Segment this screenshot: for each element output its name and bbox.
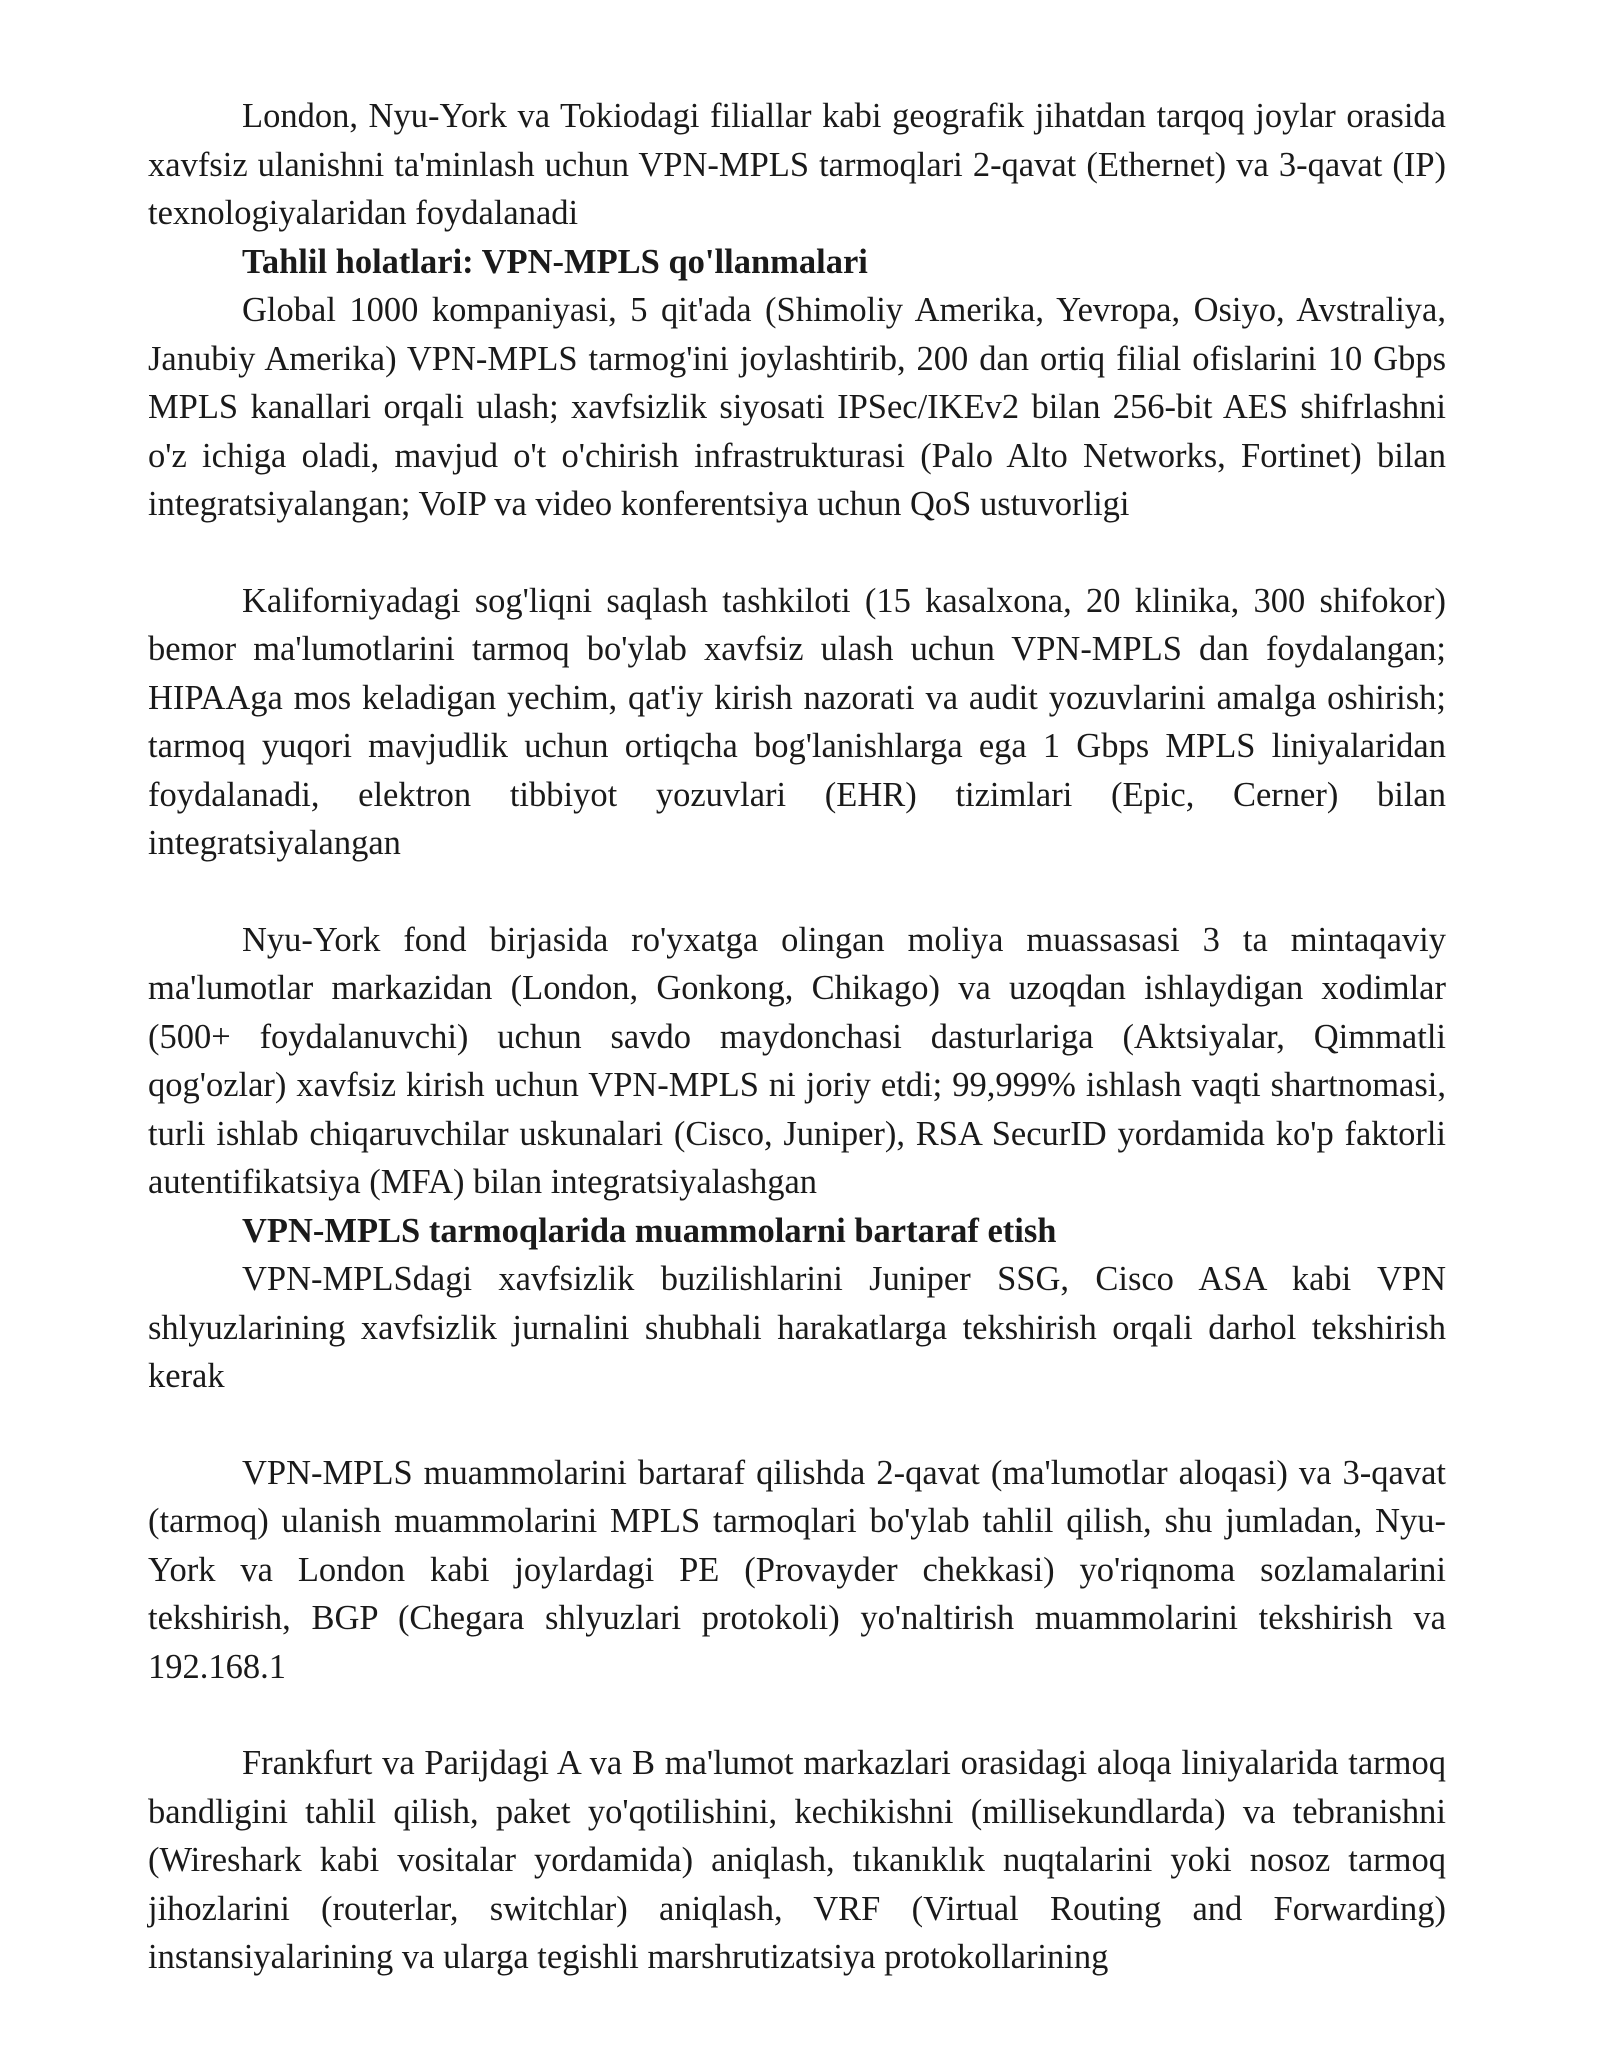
paragraph-layer-issues: VPN-MPLS muammolarini bartaraf qilishda 2-qavat (ma'lumotlar aloqasi) va 3-qavat (tarmoq) ulanish muammolarini MPLS tarmoqlari bo'ylab tahlil qilish, shu jumladan, Nyu-York va London kabi joylardagi PE (Provayder chekkasi) yo'riqnoma sozlamalarini tekshirish, BGP (Chegara shlyuzlari protokoli) yo'naltirish muammolarini tekshirish va 192.168.1 <box>148 1453 1446 1686</box>
section-heading-troubleshooting: VPN-MPLS tarmoqlarida muammolarni bartaraf etish <box>242 1211 1057 1250</box>
paragraph-finance: Nyu-York fond birjasida ro'yxatga olingan moliya muassasasi 3 ta mintaqaviy ma'lumotlar markazidan (London, Gonkong, Chikago) va uzoqdan ishlaydigan xodimlar (500+ foydalanuvchi) uchun savdo maydonchasi dasturlariga (Aktsiyalar, Qimmatli qog'ozlar) xavfsiz kirish uchun VPN-MPLS ni joriy etdi; 99,999% ishlash vaqti shartnomasi, turli ishlab chiqaruvchilar uskunalari (Cisco, Juniper), RSA SecurID yordamida ko'p faktorli autentifikatsiya (MFA) bilan integratsiyalashgan <box>148 920 1446 1201</box>
paragraph-global-company: Global 1000 kompaniyasi, 5 qit'ada (Shimoliy Amerika, Yevropa, Osiyo, Avstraliya, Janubiy Amerika) VPN-MPLS tarmog'ini joylashtirib, 200 dan ortiq filial ofislarini 10 Gbps MPLS kanallari orqali ulash; xavfsizlik siyosati IPSec/IKEv2 bilan 256-bit AES shifrlashni o'z ichiga oladi, mavjud o't o'chirish infrastrukturasi (Palo Alto Networks, Fortinet) bilan integratsiyalangan; VoIP va video konferentsiya uchun QoS ustuvorligi <box>148 291 1446 523</box>
document-page <box>148 92 1446 1982</box>
intro-paragraph: London, Nyu-York va Tokiodagi filiallar kabi geografik jihatdan tarqoq joylar orasida xavfsiz ulanishni ta'minlash uchun VPN-MPLS tarmoqlari 2-qavat (Ethernet) va 3-qavat (IP) texnologiyalaridan foydalanadi <box>148 97 1446 232</box>
section-heading-case-studies: Tahlil holatlari: VPN-MPLS qo'llanmalari <box>242 242 868 281</box>
paragraph-healthcare: Kaliforniyadagi sog'liqni saqlash tashkiloti (15 kasalxona, 20 klinika, 300 shifokor) bemor ma'lumotlarini tarmoq bo'ylab xavfsiz ulash uchun VPN-MPLS dan foydalangan; HIPAAga mos keladigan yechim, qat'iy kirish nazorati va audit yozuvlarini amalga oshirish; tarmoq yuqori mavjudlik uchun ortiqcha bog'lanishlarga ega 1 Gbps MPLS liniyalaridan foydalanadi, elektron tibbiyot yozuvlari (EHR) tizimlari (Epic, Cerner) bilan integratsiyalangan <box>148 581 1446 862</box>
paragraph-security-breaches: VPN-MPLSdagi xavfsizlik buzilishlarini Juniper SSG, Cisco ASA kabi VPN shlyuzlarining xavfsizlik jurnalini shubhali harakatlarga tekshirish orqali darhol tekshirish kerak <box>148 1260 1446 1395</box>
paragraph-network-analysis: Frankfurt va Parijdagi A va B ma'lumot markazlari orasidagi aloqa liniyalarida tarmoq bandligini tahlil qilish, paket yo'qotilishini, kechikishni (millisekundlarda) va tebranishni (Wireshark kabi vositalar yordamida) aniqlash, tıkanıklık nuqtalarini yoki nosoz tarmoq jihozlarini (routerlar, switchlar) aniqlash, VRF (Virtual Routing and Forwarding) instansiyalarining va ularga tegishli marshrutizatsiya protokollarining <box>148 1744 1446 1976</box>
